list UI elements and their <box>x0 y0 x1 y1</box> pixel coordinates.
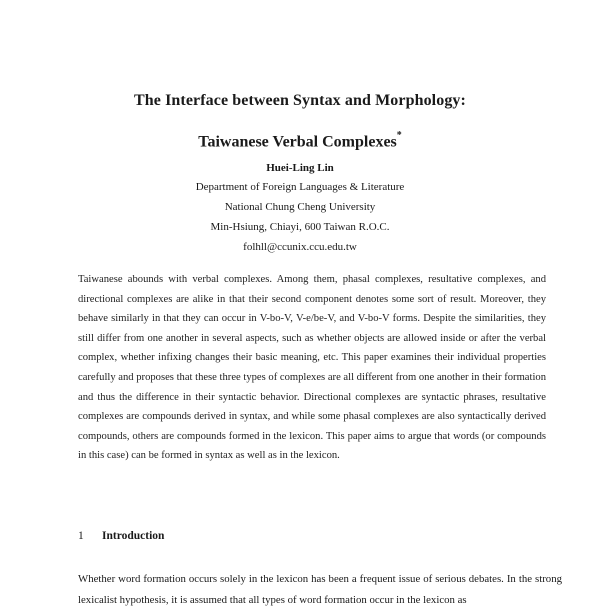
affiliation-email: folhll@ccunix.ccu.edu.tw <box>243 241 357 253</box>
abstract-paragraph: Taiwanese abounds with verbal complexes. Among them, phasal complexes, resultative complexes, and directional complexes are alike in that their second component denotes some sort of result. Moreover, they behave similarly in that they can occur in V-bo-V, V-e/be-V, and V-bo-V forms. Despite the similarities, they still differ from one another in several aspects, such as whether objects are allowed inside or after the verbal complex, whether infixing changes their basic meaning, etc. This paper examines their individual properties carefully and proposes that these three types of complexes are all different from one another in their formation and thus the difference in their syntactic behavior. Directional complexes are syntactic phrases, resultative complexes are compounds derived in syntax, and while some phasal complexes are also syntactically derived compounds, others are compounds formed in the lexicon. This paper aims to argue that words (or compounds in this case) can be formed in syntax as well as in the lexicon. <box>78 274 546 462</box>
intro-paragraph: Whether word formation occurs solely in the lexicon has been a frequent issue of serious debates. In the strong lexicalist hypothesis, it is assumed that all types of word formation occur in the lexicon as <box>78 573 562 606</box>
paper-title-line-2 <box>0 132 600 151</box>
paper-title-line-1: The Interface between Syntax and Morphology: <box>134 92 466 109</box>
paper-subtitle: Taiwanese Verbal Complexes <box>198 133 397 151</box>
section-heading <box>78 530 164 542</box>
affiliation-department: Department of Foreign Languages & Literature <box>195 181 405 193</box>
footnote-marker: * <box>396 130 402 141</box>
section-title: Introduction <box>102 530 165 542</box>
affiliation-address: Min-Hsiung, Chiayi, 600 Taiwan R.O.C. <box>210 221 390 233</box>
author-name: Huei-Ling Lin <box>266 162 334 174</box>
section-number: 1 <box>78 530 84 542</box>
affiliation-university: National Chung Cheng University <box>224 201 376 213</box>
